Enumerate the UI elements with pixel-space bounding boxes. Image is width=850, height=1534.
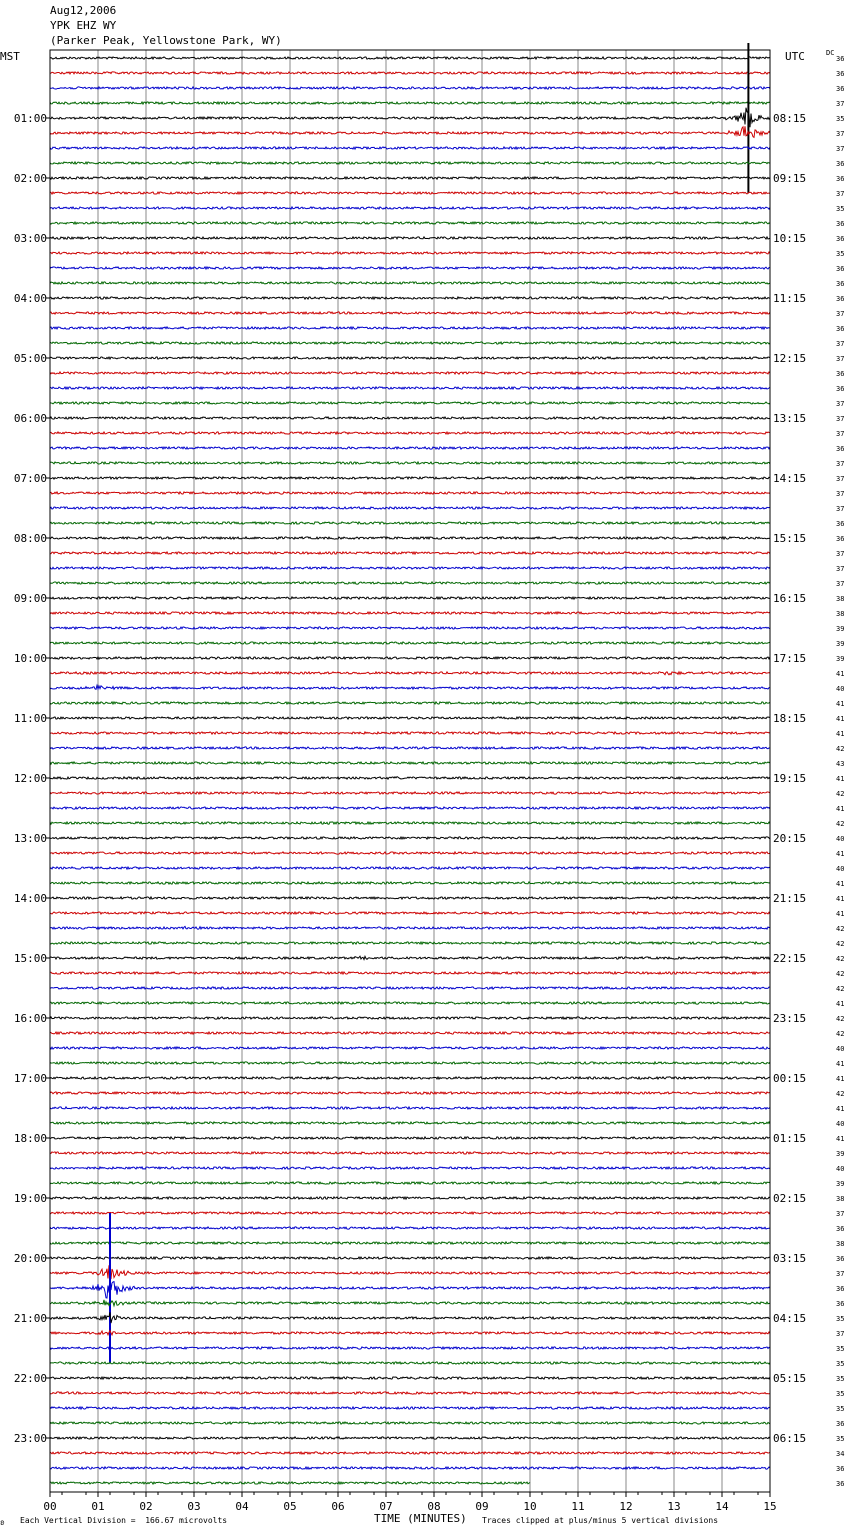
trace-line	[50, 777, 770, 780]
dc-offset-label: 35	[836, 205, 845, 213]
left-hour-label: 07:00	[13, 472, 47, 485]
trace-line	[50, 162, 770, 164]
trace-line	[50, 1377, 770, 1379]
dc-offset-label: 37	[836, 565, 845, 573]
trace-line	[50, 1047, 770, 1049]
dc-offset-label: 37	[836, 190, 845, 198]
trace-line	[50, 237, 770, 239]
dc-offset-label: 36	[836, 235, 845, 243]
trace-line	[50, 1152, 770, 1154]
dc-offset-label: 39	[836, 1150, 845, 1158]
dc-offset-label: 40	[836, 1165, 845, 1173]
trace-line	[50, 492, 770, 494]
dc-offset-label: 41	[836, 1000, 845, 1008]
right-hour-label: 09:15	[773, 172, 807, 185]
x-tick-label: 07	[379, 1500, 393, 1513]
header-location: (Parker Peak, Yellowstone Park, WY)	[50, 34, 282, 47]
trace-line	[50, 657, 770, 659]
dc-offset-label: 35	[836, 1315, 845, 1323]
trace-line	[50, 1392, 770, 1394]
x-tick-label: 02	[139, 1500, 153, 1513]
trace-line	[50, 1167, 770, 1169]
trace-line	[50, 1362, 770, 1364]
trace-line	[50, 1275, 770, 1298]
trace-line	[50, 822, 770, 824]
trace-line	[50, 1032, 770, 1034]
dc-offset-label: 41	[836, 850, 845, 858]
dc-offset-label: 42	[836, 985, 845, 993]
dc-offset-label: 41	[836, 910, 845, 918]
trace-line	[50, 207, 770, 209]
dc-offset-label: 36	[836, 370, 845, 378]
trace-line	[50, 837, 770, 839]
left-hour-label: 06:00	[13, 412, 47, 425]
dc-offset-label: 42	[836, 970, 845, 978]
trace-line	[50, 1265, 770, 1279]
dc-offset-label: 40	[836, 1120, 845, 1128]
trace-line	[50, 762, 770, 764]
trace-line	[50, 1312, 770, 1323]
trace-line	[50, 372, 770, 374]
dc-offset-label: 37	[836, 430, 845, 438]
left-hour-label: 16:00	[13, 1012, 47, 1025]
dc-offset-label: 36	[836, 520, 845, 528]
left-hour-label: 20:00	[13, 1252, 47, 1265]
left-hour-label: 10:00	[13, 652, 47, 665]
left-hour-label: 04:00	[13, 292, 47, 305]
dc-offset-label: 41	[836, 1135, 845, 1143]
trace-line	[50, 282, 770, 284]
trace-line	[50, 897, 770, 899]
dc-offset-label: 40	[836, 1045, 845, 1053]
trace-line	[50, 327, 770, 329]
left-hour-label: 18:00	[13, 1132, 47, 1145]
dc-offset-label: 35	[836, 1435, 845, 1443]
dc-offset-label: 36	[836, 85, 845, 93]
dc-label: DC	[826, 49, 835, 57]
left-hour-label: 05:00	[13, 352, 47, 365]
x-tick-label: 10	[523, 1500, 537, 1513]
trace-line	[50, 1257, 770, 1259]
trace-line	[50, 685, 770, 689]
trace-line	[50, 926, 770, 929]
dc-offset-label: 36	[836, 1300, 845, 1308]
trace-line	[50, 432, 770, 434]
dc-offset-label: 34	[836, 1450, 845, 1458]
dc-offset-label: 37	[836, 475, 845, 483]
dc-offset-label: 41	[836, 1075, 845, 1083]
left-hour-label: 01:00	[13, 112, 47, 125]
dc-offset-label: 42	[836, 1030, 845, 1038]
trace-line	[50, 387, 770, 389]
trace-line	[50, 1062, 770, 1064]
right-axis-title: UTC	[785, 50, 805, 63]
dc-offset-label: 41	[836, 880, 845, 888]
dc-offset-label: 41	[836, 775, 845, 783]
dc-offset-label: 41	[836, 805, 845, 813]
right-hour-label: 06:15	[773, 1432, 807, 1445]
dc-offset-label: 40	[836, 685, 845, 693]
trace-line	[50, 582, 770, 584]
dc-offset-label: 37	[836, 355, 845, 363]
right-hour-label: 12:15	[773, 352, 807, 365]
trace-line	[50, 987, 770, 989]
dc-offset-label: 36	[836, 160, 845, 168]
dc-offset-label: 40	[836, 865, 845, 873]
trace-line	[50, 522, 770, 524]
right-hour-label: 22:15	[773, 952, 807, 965]
dc-offset-label: 42	[836, 940, 845, 948]
trace-line	[50, 1407, 770, 1409]
x-tick-label: 09	[475, 1500, 489, 1513]
trace-line	[50, 792, 770, 794]
dc-offset-label: 41	[836, 700, 845, 708]
dc-offset-label: 36	[836, 265, 845, 273]
corner-mark: ʚ	[0, 1518, 5, 1527]
dc-offset-label: 36	[836, 55, 845, 63]
dc-offset-label: 36	[836, 1225, 845, 1233]
x-tick-label: 13	[667, 1500, 681, 1513]
dc-offset-label: 38	[836, 610, 845, 618]
right-hour-label: 04:15	[773, 1312, 807, 1325]
dc-offset-label: 35	[836, 1345, 845, 1353]
left-hour-label: 15:00	[13, 952, 47, 965]
trace-line	[50, 1182, 770, 1184]
left-hour-label: 13:00	[13, 832, 47, 845]
dc-offset-label: 43	[836, 760, 845, 768]
trace-line	[50, 126, 770, 137]
trace-line	[50, 1347, 770, 1349]
trace-line	[50, 717, 770, 719]
x-axis-title: TIME (MINUTES)	[374, 1512, 467, 1525]
trace-line	[50, 72, 770, 74]
dc-offset-label: 37	[836, 1330, 845, 1338]
dc-offset-label: 41	[836, 730, 845, 738]
trace-line	[50, 1107, 770, 1109]
trace-line	[50, 1122, 770, 1124]
right-hour-label: 01:15	[773, 1132, 807, 1145]
dc-offset-label: 38	[836, 595, 845, 603]
trace-line	[50, 567, 770, 569]
trace-line	[50, 642, 770, 644]
x-tick-label: 06	[331, 1500, 345, 1513]
dc-offset-label: 42	[836, 1015, 845, 1023]
trace-line	[50, 627, 770, 629]
trace-line	[50, 732, 770, 734]
trace-line	[50, 252, 770, 254]
trace-line	[50, 1422, 770, 1424]
trace-line	[50, 1017, 770, 1019]
x-tick-label: 12	[619, 1500, 633, 1513]
trace-line	[50, 597, 770, 599]
header-station: YPK EHZ WY	[50, 19, 117, 32]
left-hour-label: 19:00	[13, 1192, 47, 1205]
trace-line	[50, 1452, 770, 1454]
x-tick-label: 15	[763, 1500, 777, 1513]
trace-line	[50, 1092, 770, 1094]
trace-line	[50, 402, 770, 404]
dc-offset-label: 42	[836, 925, 845, 933]
clip-note: Traces clipped at plus/minus 5 vertical divisions	[482, 1516, 719, 1525]
dc-offset-label: 37	[836, 460, 845, 468]
x-tick-label: 00	[43, 1500, 57, 1513]
trace-line	[50, 1330, 770, 1335]
x-tick-label: 08	[427, 1500, 441, 1513]
dc-offset-label: 40	[836, 835, 845, 843]
right-hour-label: 16:15	[773, 592, 807, 605]
dc-offset-label: 36	[836, 385, 845, 393]
dc-offset-label: 37	[836, 100, 845, 108]
dc-offset-label: 36	[836, 220, 845, 228]
dc-offset-label: 41	[836, 1060, 845, 1068]
dc-offset-label: 39	[836, 655, 845, 663]
dc-offset-label: 37	[836, 580, 845, 588]
trace-line	[50, 537, 770, 539]
right-hour-label: 15:15	[773, 532, 807, 545]
right-hour-label: 21:15	[773, 892, 807, 905]
left-hour-label: 22:00	[13, 1372, 47, 1385]
left-hour-label: 21:00	[13, 1312, 47, 1325]
dc-offset-label: 42	[836, 955, 845, 963]
left-hour-label: 23:00	[13, 1432, 47, 1445]
x-tick-label: 03	[187, 1500, 201, 1513]
trace-line	[50, 1137, 770, 1139]
trace-line	[50, 57, 770, 59]
trace-line	[50, 1437, 770, 1439]
trace-line	[50, 1002, 770, 1004]
dc-offset-label: 39	[836, 625, 845, 633]
left-hour-label: 02:00	[13, 172, 47, 185]
dc-offset-label: 42	[836, 745, 845, 753]
trace-line	[50, 87, 770, 89]
trace-line	[50, 747, 770, 749]
trace-line	[50, 807, 770, 809]
trace-line	[50, 1300, 770, 1306]
dc-offset-label: 35	[836, 1360, 845, 1368]
trace-line	[50, 267, 770, 269]
trace-line	[50, 477, 770, 479]
dc-offset-label: 36	[836, 445, 845, 453]
right-hour-label: 18:15	[773, 712, 807, 725]
dc-offset-label: 37	[836, 130, 845, 138]
trace-line	[50, 702, 770, 704]
right-hour-label: 03:15	[773, 1252, 807, 1265]
trace-line	[50, 417, 770, 419]
left-hour-label: 11:00	[13, 712, 47, 725]
trace-line	[50, 972, 770, 974]
dc-offset-label: 36	[836, 295, 845, 303]
dc-offset-label: 36	[836, 1480, 845, 1488]
right-hour-label: 20:15	[773, 832, 807, 845]
dc-offset-label: 38	[836, 1195, 845, 1203]
left-hour-label: 17:00	[13, 1072, 47, 1085]
right-hour-label: 00:15	[773, 1072, 807, 1085]
trace-line	[50, 867, 770, 869]
dc-offset-label: 36	[836, 1465, 845, 1473]
right-hour-label: 23:15	[773, 1012, 807, 1025]
trace-line	[50, 1077, 770, 1079]
dc-offset-label: 37	[836, 1270, 845, 1278]
x-tick-label: 14	[715, 1500, 729, 1513]
dc-offset-label: 36	[836, 1255, 845, 1263]
left-hour-label: 08:00	[13, 532, 47, 545]
dc-offset-label: 42	[836, 1090, 845, 1098]
trace-line	[50, 102, 770, 104]
dc-offset-label: 36	[836, 325, 845, 333]
dc-offset-label: 37	[836, 340, 845, 348]
trace-line	[50, 1227, 770, 1229]
trace-line	[50, 612, 770, 614]
header-date: Aug12,2006	[50, 4, 117, 17]
left-hour-label: 03:00	[13, 232, 47, 245]
trace-line	[50, 507, 770, 509]
trace-line	[50, 312, 770, 314]
right-hour-label: 19:15	[773, 772, 807, 785]
trace-line	[50, 956, 770, 959]
trace-line	[50, 357, 770, 359]
dc-offset-label: 36	[836, 1285, 845, 1293]
dc-offset-label: 35	[836, 115, 845, 123]
trace-line	[50, 108, 770, 128]
trace-line	[50, 447, 770, 449]
x-tick-label: 11	[571, 1500, 585, 1513]
trace-line	[50, 1242, 770, 1244]
dc-offset-label: 41	[836, 895, 845, 903]
dc-offset-label: 35	[836, 1390, 845, 1398]
trace-line	[50, 192, 770, 194]
trace-line	[50, 852, 770, 854]
dc-offset-label: 38	[836, 1240, 845, 1248]
dc-offset-label: 35	[836, 1375, 845, 1383]
right-hour-label: 13:15	[773, 412, 807, 425]
trace-line	[50, 1467, 770, 1469]
x-tick-label: 05	[283, 1500, 297, 1513]
trace-line	[50, 297, 770, 299]
dc-offset-label: 36	[836, 280, 845, 288]
trace-line	[50, 147, 770, 149]
dc-offset-label: 41	[836, 1105, 845, 1113]
dc-offset-label: 37	[836, 415, 845, 423]
trace-line	[50, 342, 770, 344]
plot-frame	[50, 50, 770, 1492]
left-hour-label: 12:00	[13, 772, 47, 785]
trace-line	[50, 672, 770, 675]
right-hour-label: 05:15	[773, 1372, 807, 1385]
trace-line	[50, 222, 770, 224]
x-tick-label: 01	[91, 1500, 105, 1513]
scale-note: Each Vertical Division = 166.67 microvolts	[20, 1516, 228, 1525]
trace-line	[50, 942, 770, 944]
dc-offset-label: 37	[836, 400, 845, 408]
right-hour-label: 08:15	[773, 112, 807, 125]
dc-offset-label: 36	[836, 535, 845, 543]
dc-offset-label: 41	[836, 670, 845, 678]
dc-offset-label: 37	[836, 550, 845, 558]
dc-offset-label: 39	[836, 1180, 845, 1188]
dc-offset-label: 36	[836, 175, 845, 183]
dc-offset-label: 37	[836, 145, 845, 153]
dc-offset-label: 41	[836, 715, 845, 723]
dc-offset-label: 37	[836, 1210, 845, 1218]
dc-offset-label: 35	[836, 1405, 845, 1413]
x-tick-label: 04	[235, 1500, 249, 1513]
dc-offset-label: 42	[836, 790, 845, 798]
right-hour-label: 11:15	[773, 292, 807, 305]
left-hour-label: 09:00	[13, 592, 47, 605]
right-hour-label: 17:15	[773, 652, 807, 665]
dc-offset-label: 37	[836, 490, 845, 498]
dc-offset-label: 37	[836, 310, 845, 318]
dc-offset-label: 36	[836, 1420, 845, 1428]
trace-line	[50, 1197, 770, 1199]
dc-offset-label: 37	[836, 505, 845, 513]
right-hour-label: 02:15	[773, 1192, 807, 1205]
left-axis-title: MST	[0, 50, 20, 63]
trace-line	[50, 177, 770, 179]
right-hour-label: 10:15	[773, 232, 807, 245]
dc-offset-label: 35	[836, 250, 845, 258]
right-hour-label: 14:15	[773, 472, 807, 485]
left-hour-label: 14:00	[13, 892, 47, 905]
trace-line	[50, 552, 770, 554]
dc-offset-label: 39	[836, 640, 845, 648]
trace-line	[50, 912, 770, 914]
dc-offset-label: 36	[836, 70, 845, 78]
dc-offset-label: 42	[836, 820, 845, 828]
trace-line	[50, 462, 770, 464]
trace-line	[50, 1212, 770, 1214]
trace-line	[50, 882, 770, 884]
